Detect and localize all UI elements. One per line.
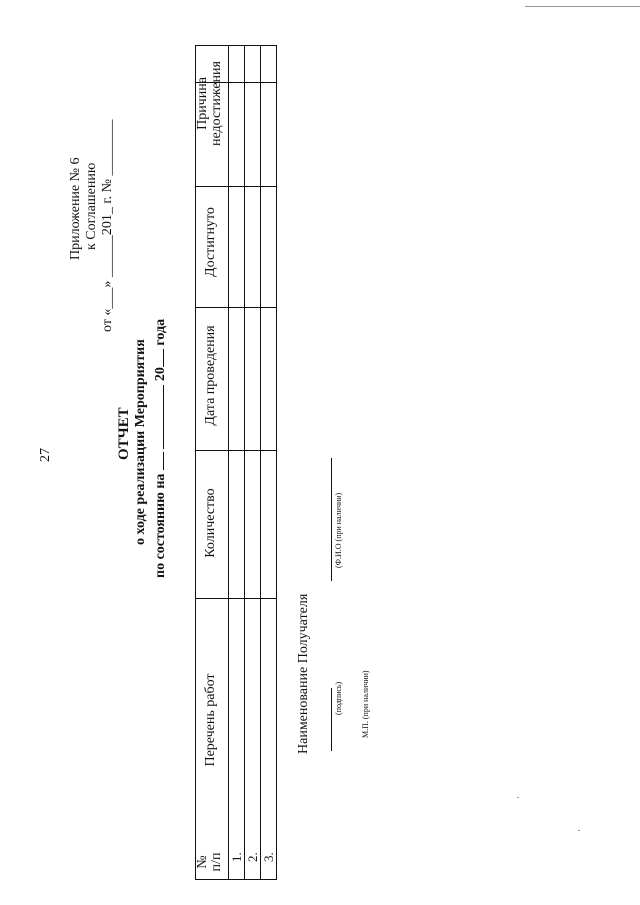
as-of-prefix: по состоянию на: [153, 473, 168, 578]
as-of-suffix: года: [153, 318, 168, 346]
header-reason-not-achieved: Причина недостижения: [195, 61, 224, 146]
header-event-date: Дата проведения: [203, 325, 218, 426]
table-row-divider: [260, 46, 261, 879]
header-row-number: № п/п: [195, 852, 224, 872]
name-caption: (Ф.И.О (при наличии): [334, 492, 343, 568]
appendix-agreement-date: от «___» ______201_ г. № ________: [100, 119, 115, 332]
header-quantity: Количество: [203, 488, 218, 558]
page-number: 27: [38, 448, 53, 462]
as-of-day-blank: [151, 452, 164, 470]
report-as-of-date: [151, 319, 168, 578]
table-header-divider: [228, 46, 229, 879]
as-of-year-prefix: 20: [153, 367, 168, 382]
scan-speck: [517, 797, 519, 798]
scan-edge-line: [525, 6, 640, 7]
appendix-number: Приложение № 6: [68, 157, 83, 260]
name-line: [331, 458, 332, 581]
header-work-list: Перечень работ: [203, 673, 218, 767]
report-title: ОТЧЕТ: [116, 407, 132, 460]
table-row-number: 1.: [229, 852, 244, 862]
report-subtitle: о ходе реализации Мероприятия: [133, 339, 148, 545]
table-row-divider: [244, 46, 245, 879]
appendix-agreement: к Соглашению: [84, 162, 99, 250]
as-of-month-blank: [151, 385, 164, 449]
as-of-year-blank: [151, 349, 164, 367]
header-achieved: Достигнуто: [203, 207, 218, 277]
signature-caption: (подпись): [334, 681, 343, 715]
recipient-label: Наименование Получателя: [296, 593, 311, 754]
table-row-number: 2.: [245, 852, 260, 862]
table-row-number: 3.: [261, 852, 276, 862]
signature-line: [331, 688, 332, 751]
scan-speck: [578, 830, 580, 831]
stamp-caption: М.П. (при наличии): [361, 670, 370, 738]
